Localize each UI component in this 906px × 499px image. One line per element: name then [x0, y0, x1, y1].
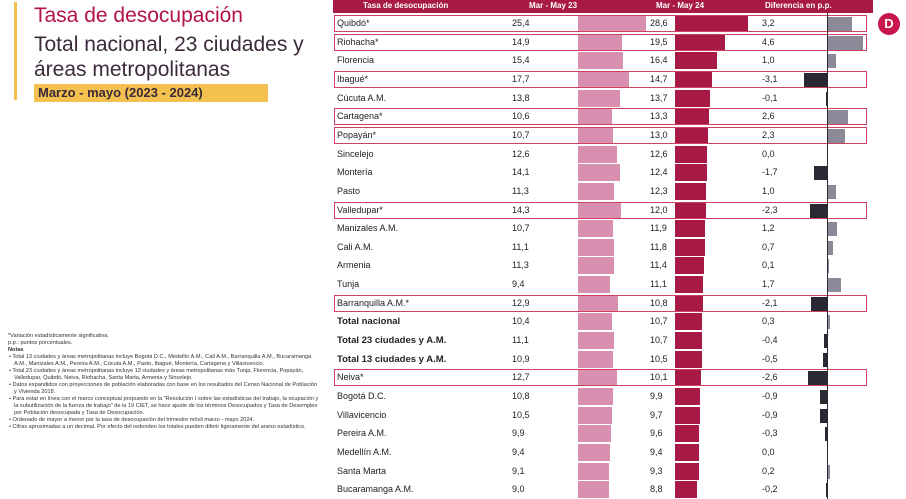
- value-difference: 0,3: [762, 316, 775, 327]
- value-2024: 9,6: [650, 428, 663, 439]
- table-row: [333, 89, 873, 108]
- value-2024: 9,7: [650, 409, 663, 420]
- table-row: [333, 424, 873, 443]
- note-item: • Total 23 ciudades y áreas metropolitanas incluye 13 ciudades y áreas metropolitanas más Tunja, Florencia, Popayán, Valledupar, Quibdó, Neiva, Riohacha, Santa Marta, Armenia y Sincelejo.: [9, 368, 304, 381]
- value-2024: 19,5: [650, 36, 668, 47]
- value-2024: 11,4: [650, 260, 667, 271]
- city-label: Montería: [337, 167, 373, 178]
- bar-difference: [828, 185, 836, 199]
- table-row: [333, 331, 873, 350]
- bar-2024: [675, 220, 705, 237]
- city-label: Total nacional: [337, 316, 401, 328]
- bar-2024: [675, 239, 705, 256]
- bar-2024: [675, 444, 699, 461]
- value-2023: 10,5: [512, 409, 530, 420]
- city-label: Quibdó*: [337, 18, 370, 28]
- city-label: Cartagena*: [337, 111, 383, 122]
- bar-2024: [675, 463, 699, 480]
- value-2024: 10,5: [650, 353, 668, 364]
- bar-difference: [820, 390, 827, 404]
- table-row: [333, 51, 873, 70]
- city-label: Manizales A.M.: [337, 223, 399, 234]
- value-2023: 10,7: [512, 129, 530, 140]
- value-2023: 9,4: [512, 446, 525, 457]
- bar-2024: [675, 351, 702, 368]
- bar-difference: [828, 241, 833, 255]
- city-label: Tunja: [337, 279, 360, 290]
- value-2023: 9,9: [512, 428, 525, 439]
- value-2024: 12,6: [650, 148, 668, 159]
- value-difference: 2,3: [762, 129, 775, 140]
- value-2024: 9,9: [650, 391, 663, 401]
- value-2023: 25,4: [512, 18, 530, 28]
- bar-2023: [578, 146, 617, 163]
- table-row: [333, 219, 873, 238]
- value-2024: 11,8: [650, 241, 667, 252]
- bar-2023: [578, 239, 614, 256]
- significance-note: *Variación estadísticamente significativa.: [8, 333, 109, 339]
- bar-2023: [578, 220, 613, 237]
- value-2024: 9,4: [650, 446, 663, 457]
- bar-2023: [578, 183, 614, 200]
- period-badge: Marzo - mayo (2023 - 2024): [34, 84, 268, 102]
- value-2023: 11,3: [512, 260, 529, 271]
- city-label: Medellín A.M.: [337, 446, 392, 457]
- value-2023: 15,4: [512, 55, 530, 66]
- significance-highlight: [334, 295, 867, 312]
- value-difference: 0,1: [762, 260, 775, 271]
- value-2023: 14,3: [512, 204, 530, 215]
- table-row: [333, 462, 873, 481]
- bar-2023: [578, 481, 609, 498]
- value-difference: -0,9: [762, 391, 778, 401]
- value-2023: 10,8: [512, 391, 530, 401]
- bar-2024: [675, 313, 702, 330]
- value-difference: -1,7: [762, 167, 778, 178]
- value-2023: 10,4: [512, 316, 530, 327]
- bar-difference: [828, 315, 830, 329]
- value-2023: 12,9: [512, 297, 530, 308]
- bar-2023: [578, 257, 614, 274]
- value-difference: 0,0: [762, 446, 775, 457]
- city-label: Cúcuta A.M.: [337, 92, 387, 103]
- value-2024: 12,4: [650, 167, 668, 178]
- table-row: [333, 350, 873, 369]
- value-difference: 1,0: [762, 55, 775, 66]
- table-row: [333, 256, 873, 275]
- chart-subtitle: Total nacional, 23 ciudades y áreas metropolitanas: [34, 33, 304, 81]
- bar-2024: [675, 90, 710, 107]
- value-2024: 10,1: [650, 372, 668, 383]
- note-item: • Para estar en línea con el marco conceptual propuesto en la "Resolución I sobre las estadísticas del trabajo, la ocupación y la subutilización de la fuerza de trabajo" de la 19 CIET, se hace ajuste de los términos Desocupados y Tasa de Desempleo por Población desocupada y Tasa de Desocupación.: [9, 396, 319, 416]
- table-row: [333, 145, 873, 164]
- value-2024: 10,7: [650, 335, 668, 346]
- bar-difference: [820, 409, 827, 423]
- city-label: Neiva*: [337, 372, 364, 383]
- table-row: [333, 182, 873, 201]
- bar-2023: [578, 276, 610, 293]
- city-label: Riohacha*: [337, 36, 379, 47]
- value-2024: 13,7: [650, 92, 668, 103]
- bar-difference: [814, 166, 827, 180]
- value-2023: 10,7: [512, 223, 530, 234]
- bar-2023: [578, 52, 623, 69]
- value-difference: -0,9: [762, 409, 778, 420]
- value-2023: 17,7: [512, 73, 530, 84]
- city-label: Pasto: [337, 185, 361, 196]
- value-difference: -2,6: [762, 372, 778, 383]
- value-2024: 10,8: [650, 297, 668, 308]
- table-row: [333, 238, 873, 257]
- city-label: Bucaramanga A.M.: [337, 484, 414, 495]
- city-label: Santa Marta: [337, 465, 387, 476]
- city-label: Popayán*: [337, 129, 377, 140]
- city-label: Pereira A.M.: [337, 428, 387, 439]
- city-label: Total 13 ciudades y A.M.: [337, 353, 447, 365]
- table-row: [333, 387, 873, 406]
- value-2023: 14,9: [512, 36, 530, 47]
- city-label: Barranquilla A.M.*: [337, 297, 410, 308]
- diff-zero-axis: [827, 13, 828, 499]
- value-2024: 11,1: [650, 279, 667, 290]
- note-item: • Cifras aproximadas a un decimal. Por efecto del redondeo los totales pueden diferir ligeramente del anexo estadístico.: [9, 424, 306, 430]
- bar-difference: [828, 259, 829, 273]
- chart-title: Tasa de desocupación: [34, 4, 243, 27]
- bar-2023: [578, 351, 613, 368]
- pp-note: p.p.: puntos porcentuales.: [8, 340, 73, 346]
- city-label: Armenia: [337, 260, 371, 271]
- value-2023: 9,1: [512, 465, 525, 476]
- bar-2024: [675, 146, 707, 163]
- city-label: Valledupar*: [337, 204, 383, 215]
- city-label: Sincelejo: [337, 148, 374, 159]
- bar-difference: [828, 222, 837, 236]
- value-2024: 14,7: [650, 73, 668, 84]
- value-2023: 10,6: [512, 111, 530, 122]
- dane-logo-icon: D: [878, 13, 900, 35]
- value-difference: 1,0: [762, 185, 775, 196]
- value-2024: 9,3: [650, 465, 663, 476]
- value-2024: 12,3: [650, 185, 668, 196]
- bar-2024: [675, 257, 704, 274]
- value-2023: 11,3: [512, 185, 529, 196]
- city-label: Florencia: [337, 55, 375, 66]
- value-2024: 13,3: [650, 111, 668, 122]
- header-2024: Mar - May 24: [656, 1, 705, 10]
- city-label: Total 23 ciudades y A.M.: [337, 335, 447, 347]
- bar-2024: [675, 52, 717, 69]
- bar-2024: [675, 332, 702, 349]
- city-label: Cali A.M.: [337, 241, 374, 252]
- value-2024: 28,6: [650, 18, 668, 28]
- header-city: Tasa de desocupación: [363, 1, 449, 10]
- value-2023: 11,1: [512, 335, 529, 346]
- value-2024: 10,7: [650, 316, 668, 327]
- bar-2023: [578, 388, 613, 405]
- bar-difference: [828, 465, 830, 479]
- bar-2024: [675, 407, 700, 424]
- value-2024: 16,4: [650, 55, 668, 66]
- significance-highlight: [334, 108, 867, 125]
- note-item: • Total 13 ciudades y áreas metropolitanas incluye Bogotá D.C., Medellín A.M., Cali A.M., Barranquilla A.M., Bucaramanga A.M., Manizales A.M., Pereira A.M., Cúcuta A.M., Pasto, Ibagué, Montería, Cartagena y Villavicencio.: [9, 354, 312, 367]
- value-difference: -2,3: [762, 204, 778, 215]
- value-difference: -0,2: [762, 484, 778, 495]
- value-2023: 14,1: [512, 167, 530, 178]
- significance-highlight: [334, 71, 867, 88]
- bar-2024: [675, 276, 703, 293]
- bar-2023: [578, 164, 620, 181]
- value-2023: 13,8: [512, 92, 530, 103]
- table-row: [333, 163, 873, 182]
- value-2023: 10,9: [512, 353, 530, 364]
- city-label: Ibagué*: [337, 73, 369, 84]
- value-difference: -3,1: [762, 73, 778, 84]
- value-2023: 11,1: [512, 241, 529, 252]
- notes-heading: Notas: [8, 347, 24, 353]
- note-item: • Datos expandidos con proyecciones de población elaboradas con base en los resultados del Censo Nacional de Población y Vivienda 2018.: [9, 382, 317, 395]
- city-label: Villavicencio: [337, 409, 387, 420]
- bar-2023: [578, 332, 614, 349]
- value-difference: 0,2: [762, 465, 775, 476]
- bar-2023: [578, 313, 612, 330]
- bar-2024: [675, 164, 707, 181]
- significance-highlight: [334, 127, 867, 144]
- header-2023: Mar - May 23: [529, 1, 578, 10]
- note-item: • Ordenado de mayor a menor por la tasa de desocupación del trimestre móvil marzo - mayo 2024.: [9, 417, 255, 423]
- value-2024: 8,8: [650, 484, 663, 495]
- significance-highlight: [334, 34, 867, 51]
- table-row: [333, 275, 873, 294]
- value-2024: 12,0: [650, 204, 668, 215]
- bar-2023: [578, 463, 609, 480]
- table-row: [333, 406, 873, 425]
- significance-highlight: [334, 202, 867, 219]
- significance-highlight: [334, 369, 867, 386]
- bar-2024: [675, 425, 699, 442]
- value-2024: 13,0: [650, 129, 668, 140]
- table-row: [333, 443, 873, 462]
- value-2024: 11,9: [650, 223, 667, 234]
- city-label: Bogotá D.C.: [337, 391, 387, 401]
- value-2023: 12,7: [512, 372, 530, 383]
- value-difference: 2,6: [762, 111, 775, 122]
- value-difference: -0,1: [762, 92, 778, 103]
- value-difference: -0,5: [762, 353, 778, 364]
- bar-2023: [578, 425, 611, 442]
- value-difference: -0,3: [762, 428, 778, 439]
- bar-2024: [675, 481, 697, 498]
- value-difference: -2,1: [762, 297, 778, 308]
- table-row: [333, 312, 873, 331]
- value-2023: 9,4: [512, 279, 525, 290]
- bar-2024: [675, 388, 700, 405]
- bar-2023: [578, 90, 620, 107]
- value-2023: 9,0: [512, 484, 525, 495]
- bar-difference: [828, 54, 836, 68]
- value-difference: 4,6: [762, 36, 775, 47]
- table-row: [333, 480, 873, 499]
- value-difference: 0,7: [762, 241, 775, 252]
- value-difference: 0,0: [762, 148, 775, 159]
- value-2023: 12,6: [512, 148, 530, 159]
- bar-2023: [578, 444, 610, 461]
- value-difference: -0,4: [762, 335, 778, 346]
- bar-2024: [675, 183, 706, 200]
- value-difference: 1,7: [762, 279, 775, 290]
- bar-2023: [578, 407, 612, 424]
- value-difference: 3,2: [762, 18, 775, 28]
- bar-difference: [828, 278, 841, 292]
- significance-highlight: [334, 15, 867, 32]
- value-difference: 1,2: [762, 223, 775, 234]
- header-diff: Diferencia en p.p.: [765, 1, 832, 10]
